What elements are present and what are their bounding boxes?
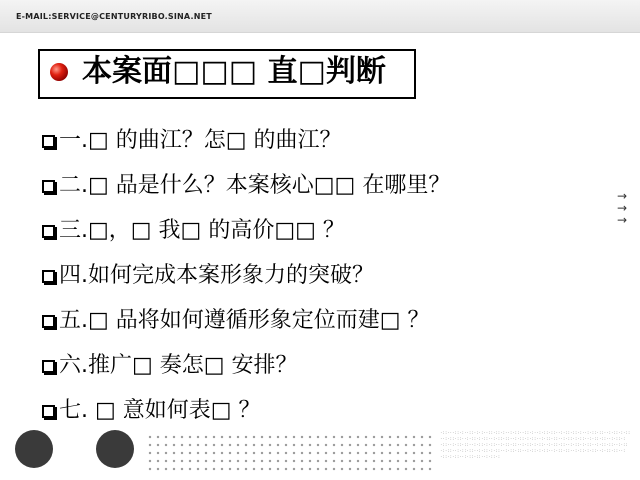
- checkbox-icon: [42, 135, 55, 148]
- list-item-text: 四.如何完成本案形象力的突破？: [59, 262, 374, 288]
- list-item-text: 五.□ 品将如何遵循形象定位而建□ ？: [59, 307, 430, 333]
- checkbox-icon: [42, 405, 55, 418]
- list-item: [42, 253, 450, 298]
- list-item: [42, 208, 450, 253]
- right-arrow-icon: →: [617, 201, 628, 215]
- outline-list: [42, 118, 450, 433]
- right-arrow-icon: →: [617, 189, 628, 203]
- list-item-text: 三.□，□ 我□ 的高价□□ ？: [59, 217, 345, 243]
- checkbox-icon: [42, 360, 55, 373]
- side-arrows: [617, 190, 635, 226]
- list-item: [42, 118, 450, 163]
- checkbox-icon: [42, 180, 55, 193]
- title-box: [38, 49, 416, 99]
- dot-grid-decoration: [146, 433, 434, 473]
- footer-circle-right: [96, 430, 134, 468]
- right-arrow-icon: →: [617, 213, 628, 227]
- list-item: [42, 388, 450, 433]
- list-item-text: 七. □ 意如何表□ ？: [59, 397, 261, 423]
- decorative-fine-print: ·::···::·:··::·:·:··::·::·:··:·::··::·:··:·::·::··:·::·::·:··:·::·::··:·::·:·::··:·::·::··:·::·:·::··:·::·::··:·::·:·::··:·::·::··:·::·:·::··:·::·::··:·::·:·::··:·::·::··:·::·:·::··:·::·::··:·::·:·::··:·::·::··:·::·:·::··:·::·::··:·::·:·::··:·::·::··:·::·:·::··:·::·::··:·::·:·::··:·::·::··:·::·:·::··:·::·::··:·::·:·::··:·::·::··:·::·:: [440, 430, 631, 459]
- checkbox-icon: [42, 225, 55, 238]
- red-ball-icon: [50, 63, 68, 81]
- list-item-text: 六.推广□ 奏怎□ 安排？: [59, 352, 298, 378]
- checkbox-icon: [42, 270, 55, 283]
- slide-title: 本案面□□□ 直□判断: [82, 54, 386, 89]
- checkbox-icon: [42, 315, 55, 328]
- list-item: [42, 163, 450, 208]
- list-item-text: 二.□ 品是什么？本案核心□□ 在哪里？: [59, 172, 451, 198]
- footer-circle-left: [15, 430, 53, 468]
- header-bar: [0, 0, 640, 33]
- header-email: E-MAIL:SERVICE@CENTURYRIBO.SINA.NET: [16, 12, 212, 21]
- list-item: [42, 343, 450, 388]
- list-item-text: 一.□ 的曲江？怎□ 的曲江？: [59, 127, 342, 153]
- list-item: [42, 298, 450, 343]
